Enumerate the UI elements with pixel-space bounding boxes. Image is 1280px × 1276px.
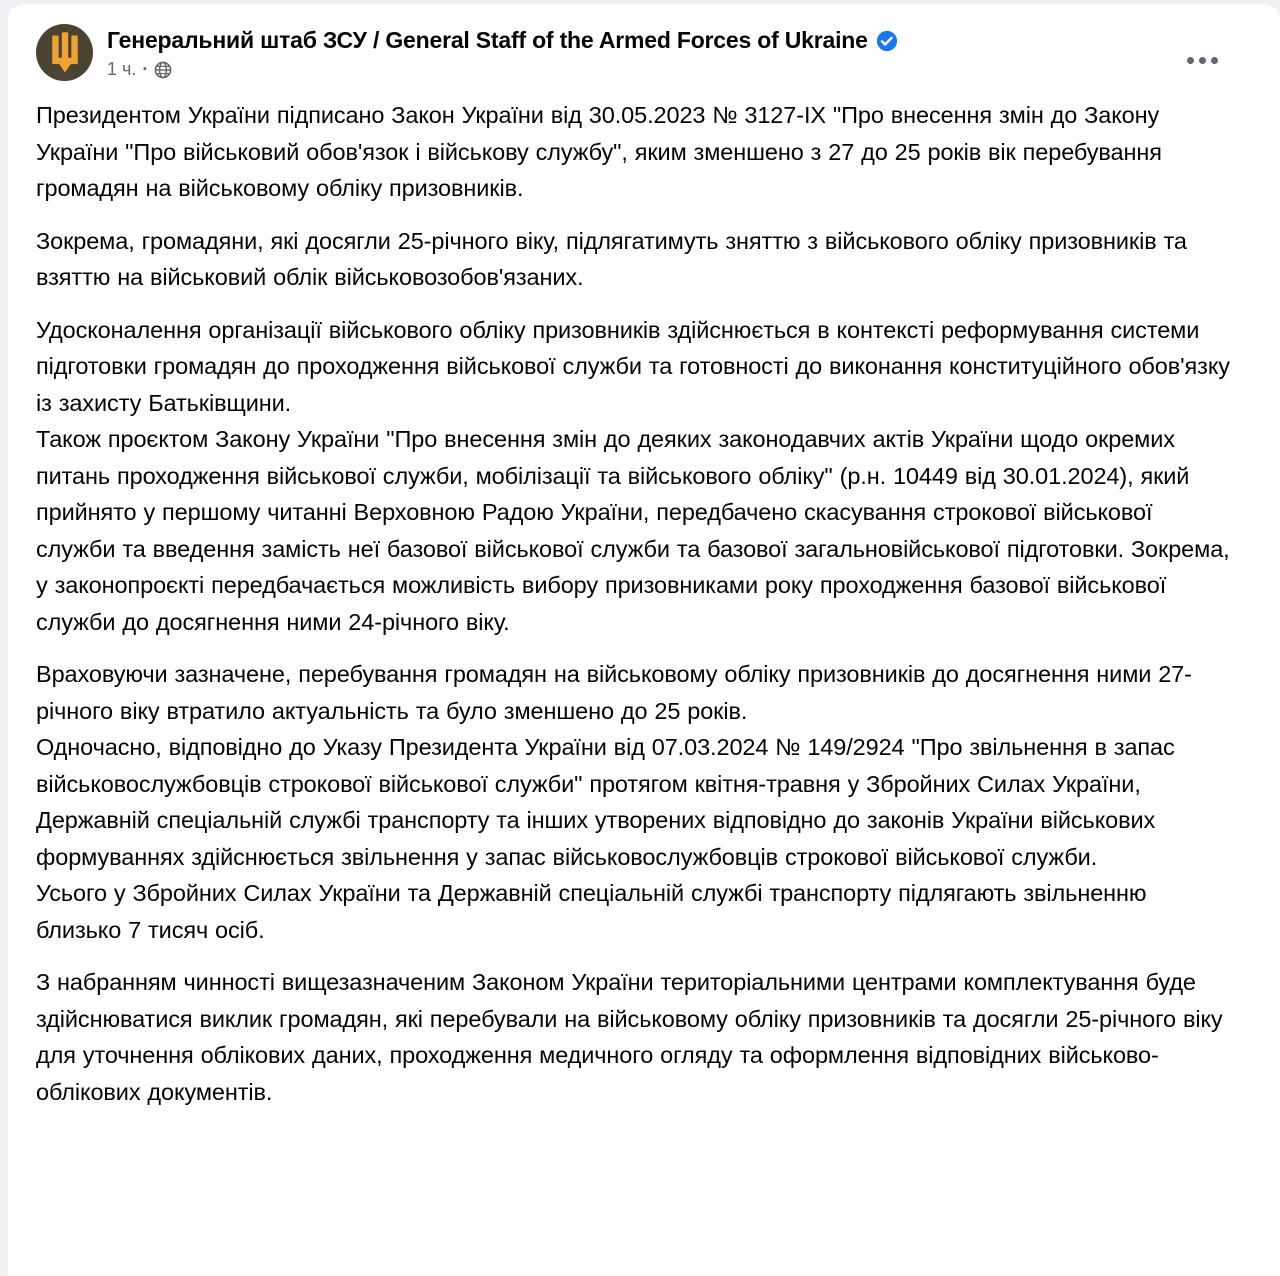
post-options-button[interactable] xyxy=(1180,44,1224,76)
trident-icon xyxy=(48,32,82,74)
post-meta-row xyxy=(107,58,898,80)
post-paragraph: Удосконалення організації військового обліку призовників здійснюється в контексті реформування системи підготовки громадян до проходження військової служби та готовності до виконання конституційного обов'язку із захисту Батьківщини. Також проєктом Закону України "Про внесення змін до деяких законодавчих актів України щодо окремих питань проходження військової служби, мобілізації та військового обліку" (р.н. 10449 від 30.01.2024), який прийнято у першому читанні Верховною Радою України, передбачено скасування строкової військової служби та введення замість неї базової військової служби та базової загальновійськової підготовки. Зокрема, у законопроєкті передбачається можливість вибору призовниками року проходження базової військової служби до досягнення ними 24-річного віку. xyxy=(36,316,1230,635)
post-paragraph: Враховуючи зазначене, перебування громадян на військовому обліку призовників до досягнення ними 27-річного віку втратило актуальність та було зменшено до 25 років. Одночасно, відповідно до Указу Президента України від 07.03.2024 № 149/2924 "Про звільнення в запас військовослужбовців строкової військової служби" протягом квітня-травня у Збройних Силах України, Державній спеціальній службі транспорту та інших утворених відповідно до законів України військових формуваннях здійснюється звільнення у запас військовослужбовців строкової військової служби. Усього у Збройних Силах України та Державній спеціальній службі транспорту підлягають звільненню близько 7 тисяч осіб. xyxy=(36,661,1192,943)
verified-badge-icon xyxy=(876,30,898,52)
ellipsis-icon xyxy=(1187,57,1218,64)
globe-icon xyxy=(154,61,172,79)
page-name-link[interactable]: Генеральний штаб ЗСУ / General Staff of the Armed Forces of Ukraine xyxy=(107,27,868,53)
post-timestamp[interactable]: 1 ч. xyxy=(107,59,137,79)
meta-dot-separator: · xyxy=(142,59,149,79)
post-header xyxy=(36,24,1232,81)
post-paragraph: Зокрема, громадяни, які досягли 25-річного віку, підлягатимуть зняттю з військового обліку призовників та взяттю на військовий облік військовозобов'язаних. xyxy=(36,227,1187,290)
header-text-block xyxy=(107,24,898,80)
post-paragraph: Президентом України підписано Закон України від 30.05.2023 № 3127-IX "Про внесення змін до Закону України "Про військовий обов'язок і військову службу", яким зменшено з 27 до 25 років вік перебування громадян на військовому обліку призовників. xyxy=(36,102,1162,201)
page-name-row xyxy=(107,26,898,54)
page-avatar[interactable] xyxy=(36,24,93,81)
post-text xyxy=(36,97,1232,1110)
facebook-post-card xyxy=(8,4,1280,1276)
post-paragraph: З набранням чинності вищезазначеним Законом України територіальними центрами комплектування буде здійснюватися виклик громадян, які перебували на військовому обліку призовників та досягли 25-річного віку для уточнення облікових даних, проходження медичного огляду та оформлення відповідних військово-облікових документів. xyxy=(36,969,1223,1105)
